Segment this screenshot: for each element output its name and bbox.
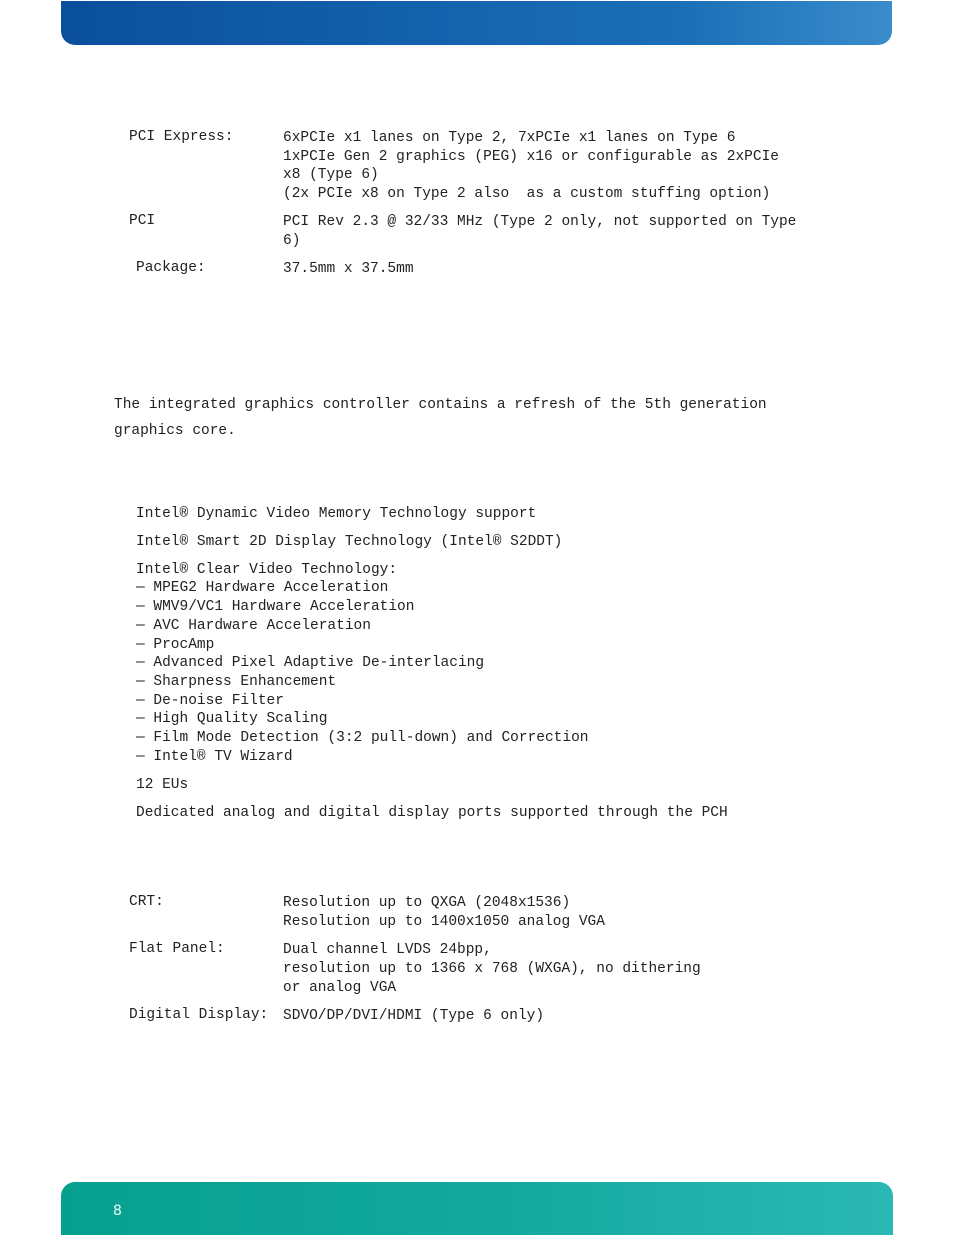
feature-eus: 12 EUs [136,777,189,793]
clear-video-item: — High Quality Scaling [136,711,328,727]
pci-express-value-3: x8 (Type 6) [283,167,379,183]
clear-video-item: — WMV9/VC1 Hardware Acceleration [136,599,415,615]
crt-value-1: Resolution up to QXGA (2048x1536) [283,895,571,911]
clear-video-item: — MPEG2 Hardware Acceleration [136,580,389,596]
clear-video-item: — ProcAmp [136,637,215,653]
feature-display-ports: Dedicated analog and digital display ports supported through the PCH [136,805,728,821]
crt-label: CRT: [129,894,164,910]
feature-clear-video-title: Intel® Clear Video Technology: [136,562,398,578]
package-value: 37.5mm x 37.5mm [283,261,414,277]
pci-express-value-1: 6xPCIe x1 lanes on Type 2, 7xPCIe x1 lanes on Type 6 [283,130,736,146]
feature-s2ddt: Intel® Smart 2D Display Technology (Intel® S2DDT) [136,534,563,550]
feature-dvmt: Intel® Dynamic Video Memory Technology support [136,506,537,522]
clear-video-item: — AVC Hardware Acceleration [136,618,371,634]
footer-bar [61,1182,893,1235]
crt-value-2: Resolution up to 1400x1050 analog VGA [283,914,605,930]
clear-video-item: — Sharpness Enhancement [136,674,337,690]
clear-video-item: — Film Mode Detection (3:2 pull-down) and Correction [136,730,589,746]
pci-express-value-4: (2x PCIe x8 on Type 2 also as a custom stuffing option) [283,186,771,202]
pci-label: PCI [129,213,156,229]
clear-video-item: — Intel® TV Wizard [136,749,293,765]
pci-express-value-2: 1xPCIe Gen 2 graphics (PEG) x16 or configurable as 2xPCIe [283,149,779,165]
clear-video-item: — De-noise Filter [136,693,284,709]
flat-panel-label: Flat Panel: [129,941,225,957]
page-number: 8 [113,1203,122,1219]
package-label: Package: [136,260,206,276]
graphics-intro: The integrated graphics controller contains a refresh of the 5th generation graphics core. [114,397,767,439]
header-bar [61,1,892,45]
flat-panel-value-2: resolution up to 1366 x 768 (WXGA), no dithering [283,961,701,977]
pci-value-2: 6) [283,233,301,249]
digital-display-value: SDVO/DP/DVI/HDMI (Type 6 only) [283,1008,545,1024]
clear-video-item: — Advanced Pixel Adaptive De-interlacing [136,655,485,671]
pci-express-label: PCI Express: [129,129,234,145]
pci-value-1: PCI Rev 2.3 @ 32/33 MHz (Type 2 only, not supported on Type [283,214,797,230]
flat-panel-value-3: or analog VGA [283,980,397,996]
digital-display-label: Digital Display: [129,1007,269,1023]
flat-panel-value-1: Dual channel LVDS 24bpp, [283,942,492,958]
